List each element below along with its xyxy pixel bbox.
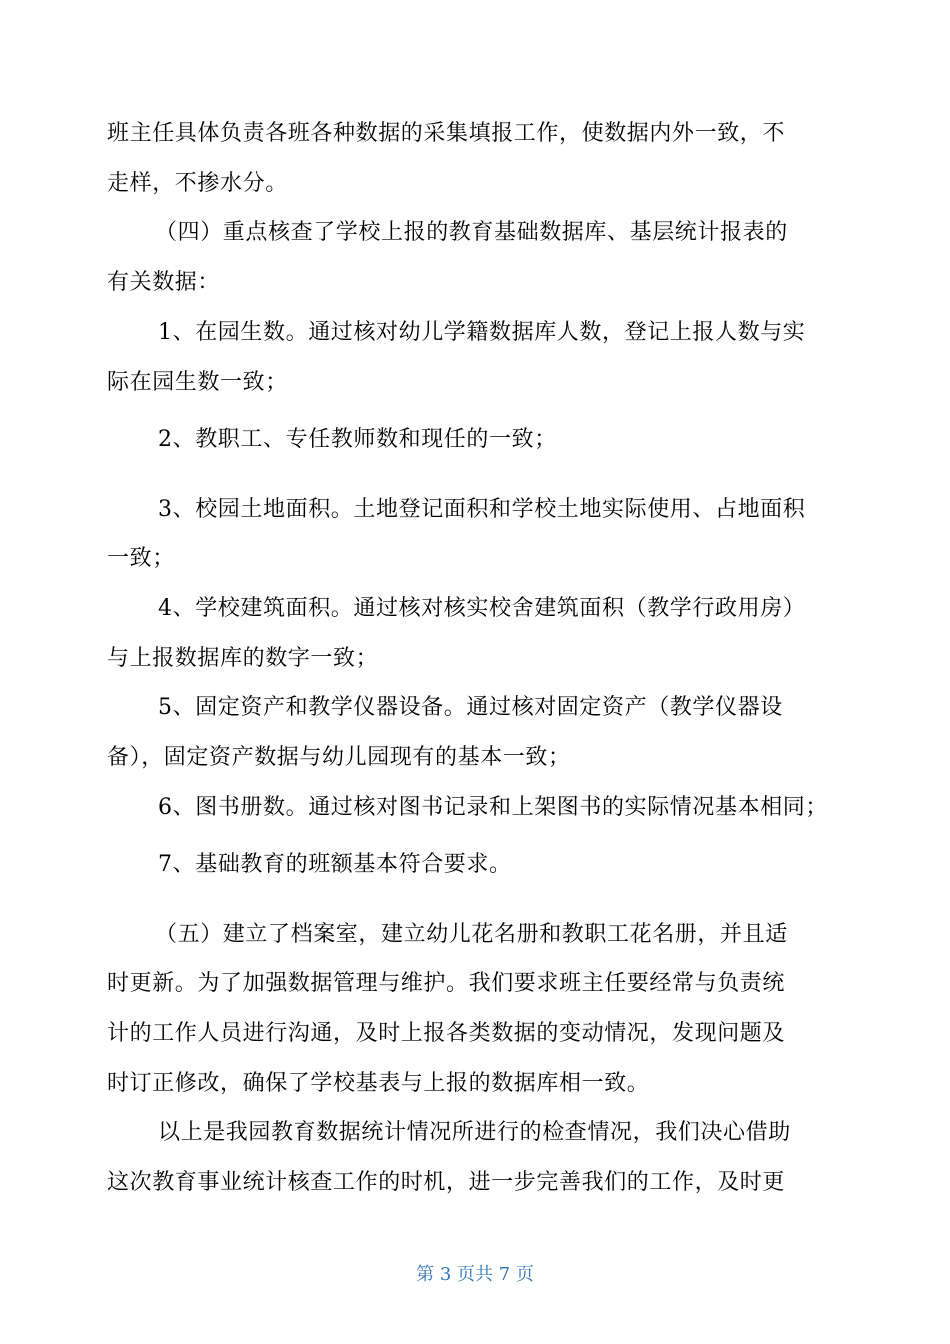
text-line: 计的工作人员进行沟通，及时上报各类数据的变动情况，发现问题及: [107, 1021, 786, 1046]
list-item: 6、图书册数。通过核对图书记录和上架图书的实际情况基本相同；: [158, 795, 828, 820]
page-number-footer: 第 3 页共 7 页: [416, 1264, 534, 1285]
section-heading: （五）建立了档案室，建立幼儿花名册和教职工花名册，并且适: [155, 922, 788, 947]
text-line: 以上是我园教育数据统计情况所进行的检查情况，我们决心借助: [158, 1120, 791, 1145]
text-line: 与上报数据库的数字一致；: [107, 646, 379, 671]
list-item: 2、教职工、专任教师数和现任的一致；: [158, 427, 557, 452]
list-item: 3、校园土地面积。土地登记面积和学校土地实际使用、占地面积: [158, 497, 806, 522]
text-line: 备），固定资产数据与幼儿园现有的基本一致；: [107, 745, 571, 770]
text-line: 走样，不掺水分。: [107, 171, 288, 196]
section-heading: （四）重点核查了学校上报的教育基础数据库、基层统计报表的: [155, 220, 788, 245]
text-line: 一致；: [107, 546, 175, 571]
list-item: 4、学校建筑面积。通过核对核实校舍建筑面积（教学行政用房）: [158, 596, 806, 621]
text-line: 时更新。为了加强数据管理与维护。我们要求班主任要经常与负责统: [107, 971, 786, 996]
text-line: 时订正修改，确保了学校基表与上报的数据库相一致。: [107, 1071, 650, 1096]
text-line: 有关数据：: [107, 270, 221, 295]
list-item: 7、基础教育的班额基本符合要求。: [158, 852, 512, 877]
list-item: 1、在园生数。通过核对幼儿学籍数据库人数，登记上报人数与实: [158, 320, 806, 345]
text-line: 这次教育事业统计核查工作的时机，进一步完善我们的工作，及时更: [107, 1170, 786, 1195]
text-line: 际在园生数一致；: [107, 370, 288, 395]
list-item: 5、固定资产和教学仪器设备。通过核对固定资产（教学仪器设: [158, 695, 783, 720]
text-line: 班主任具体负责各班各种数据的采集填报工作，使数据内外一致，不: [107, 121, 786, 146]
